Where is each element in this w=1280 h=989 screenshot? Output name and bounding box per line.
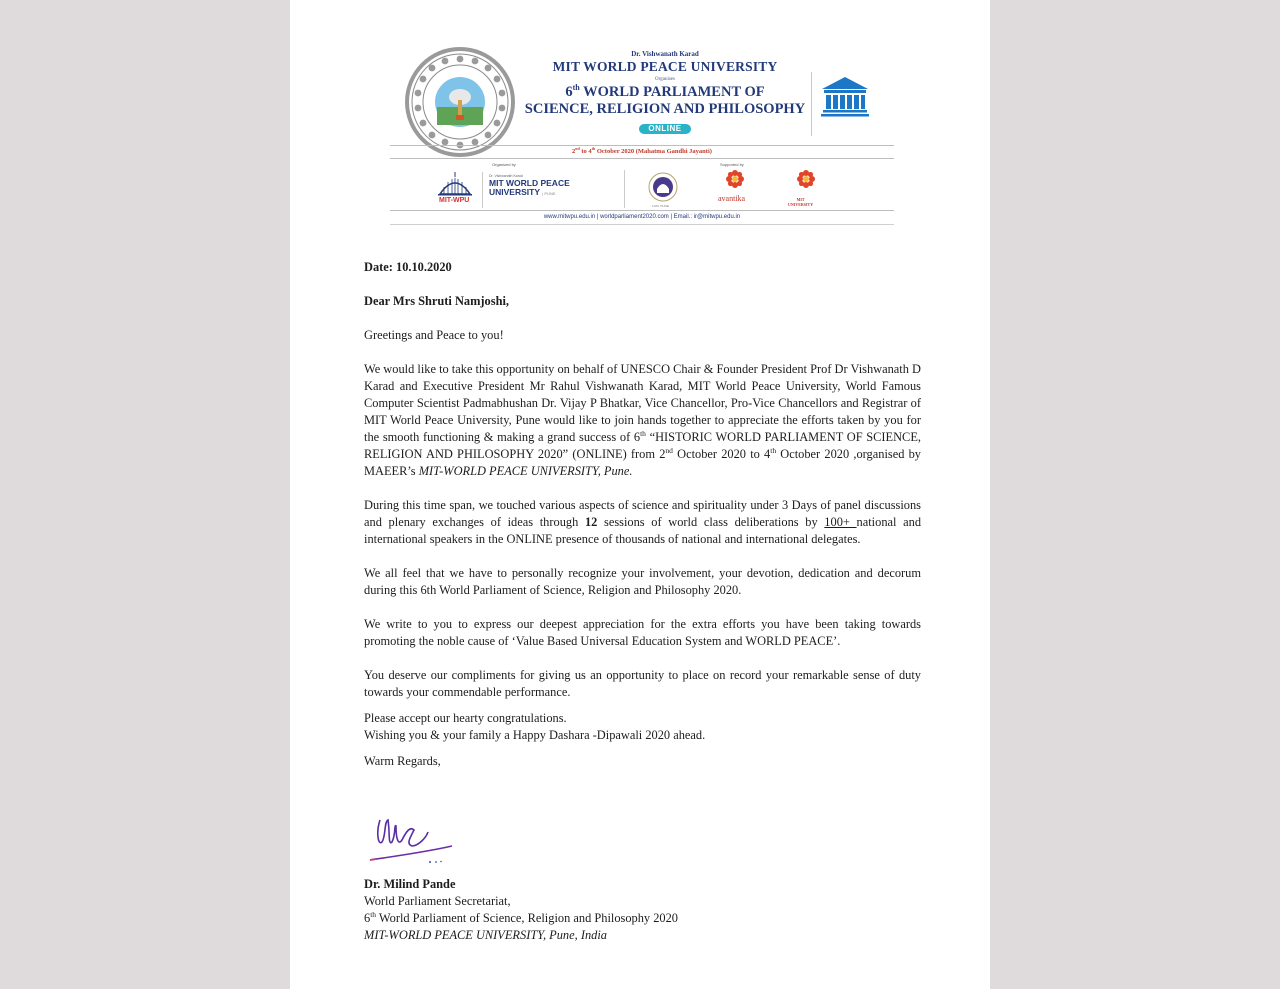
paragraph-appreciation: [364, 361, 921, 480]
p1-sup-a: th: [640, 428, 646, 438]
signatory-role: World Parliament Secretariat,: [364, 894, 511, 908]
divider: [390, 158, 894, 159]
supporter-2-name: [718, 194, 745, 203]
sessions-count: 12: [584, 515, 598, 529]
divider: [811, 72, 812, 136]
speakers-count: 100+: [824, 515, 857, 529]
mitwpu-line1: MIT WORLD PEACE: [489, 178, 570, 188]
divider: [390, 210, 894, 211]
start-day: 2: [572, 148, 576, 155]
p2-text-a: During this time span, we touched various aspects of science and spirituality under 3 Days of panel discussions and plenary exchanges of ideas through: [364, 498, 921, 529]
mitwpu-line2-text: UNIVERSITY: [489, 187, 540, 197]
greeting: Greetings and Peace to you!: [364, 328, 504, 342]
divider: [624, 170, 625, 208]
online-badge: ONLINE: [639, 124, 690, 134]
organized-by-label: Organized by: [492, 162, 516, 167]
mitwpu-patron: Dr. Vishwanath Karad: [489, 174, 523, 178]
p1-text-d: October 2020 ,organised by MAEER’s: [364, 447, 921, 478]
letter-date: Date: 10.10.2020: [364, 260, 452, 274]
university-name: MIT WORLD PEACE UNIVERSITY: [552, 59, 778, 74]
divider: [390, 224, 894, 225]
mit-university-flower-icon: [797, 170, 815, 188]
dates-rest: October 2020 (Mahatma Gandhi Jayanti): [595, 148, 712, 155]
signatory-event: [364, 910, 678, 927]
mitwpu-city: | PUNE: [542, 191, 556, 196]
supporter-3-name: [788, 197, 813, 207]
p1-institution: MIT-WORLD PEACE UNIVERSITY, Pune.: [418, 464, 633, 478]
dates-mid: to: [579, 148, 589, 155]
avantika-flower-icon: [726, 170, 744, 188]
mitwpu-wordmark: [489, 173, 570, 198]
divider: [482, 172, 483, 208]
supported-by-label: Supported by: [720, 162, 744, 167]
paragraph-recognition: We all feel that we have to personally recognize your involvement, your devotion, dedication and decorum during this 6th World Parliament of Science, Religion and Philosophy 2020.: [364, 566, 921, 597]
patron-name: Dr. Vishwanath Karad: [631, 50, 699, 58]
organises-label: Organises: [655, 77, 675, 82]
paragraph-compliments: You deserve our compliments for giving us an opportunity to place on record your remarkable sense of duty towards your commendable performance.: [364, 668, 921, 699]
event-title-line2: SCIENCE, RELIGION AND PHILOSOPHY: [524, 101, 806, 117]
signatory-event-text: World Parliament of Science, Religion and Philosophy 2020: [376, 911, 679, 925]
congratulations-line: Please accept our hearty congratulations.: [364, 711, 567, 725]
signatory-event-ordinal: 6: [364, 911, 371, 925]
event-ordinal-suffix: th: [572, 83, 580, 93]
letter-body: [364, 259, 921, 770]
supporter-3-name-text: MIT: [796, 197, 805, 202]
p1-sup-c: th: [770, 445, 777, 455]
closing: Warm Regards,: [364, 754, 441, 768]
event-dates: [390, 147, 894, 157]
event-line1-text: WORLD PARLIAMENT OF: [579, 84, 765, 100]
supporter-1-caption: LOKI, PUNE: [652, 204, 669, 208]
end-day: 4: [588, 148, 592, 155]
mitwpu-short-name: MIT-WPU: [439, 197, 470, 204]
mitwpu-dome-logo-icon: [434, 170, 476, 210]
divider: [390, 145, 894, 146]
letter-page: [290, 0, 990, 989]
university-seal-icon: [648, 172, 678, 202]
signatory-block: [364, 876, 678, 944]
p2-text-c: national and international speakers in the ONLINE presence of thousands of national and international delegates.: [364, 515, 922, 546]
event-title-line1: [510, 84, 820, 101]
p1-text-b: “HISTORIC WORLD PARLIAMENT OF SCIENCE, RELIGION AND PHILOSOPHY 2020” (ONLINE) from 2: [364, 430, 921, 461]
paragraph-gratitude: We write to you to express our deepest appreciation for the extra efforts you have been taking towards promoting the noble cause of ‘Value Based Universal Education System and WORLD PEACE’.: [364, 617, 921, 648]
p1-text-a: We would like to take this opportunity on behalf of UNESCO Chair & Founder President Prof Dr Vishwanath D Karad and Executive President Mr Rahul Vishwanath Karad, MIT World Peace University, World Famous Computer Scientist Padmabhushan Dr. Vijay P Bhatkar, Vice Chancellor, Pro-Vice Chancellors and Registrar of MIT World Peace University, Pune would like to join hands together to appreciate the efforts taken by you for the smooth functioning & making a grand success of 6: [364, 362, 921, 444]
signatory-name: Dr. Milind Pande: [364, 877, 456, 891]
mitwpu-line2: [489, 188, 570, 198]
letterhead-title-block: [510, 50, 820, 136]
supporter-2-name-text: avantika: [718, 194, 746, 203]
paragraph-event-summary: [364, 497, 921, 548]
signature-icon: [366, 812, 458, 866]
p1-sup-b: nd: [665, 445, 673, 455]
signatory-institution: MIT-WORLD PEACE UNIVERSITY, Pune, India: [364, 928, 607, 942]
letterhead-contact-links: www.mitwpu.edu.in | worldparliament2020.com | Email.: ir@mitwpu.edu.in: [543, 214, 741, 220]
p1-text-c: October 2020 to 4: [672, 447, 771, 461]
end-suffix: th: [591, 145, 596, 151]
wishes-line: Wishing you & your family a Happy Dashara -Dipawali 2020 ahead.: [364, 728, 706, 742]
signatory-event-suffix: th: [370, 909, 377, 919]
event-ordinal: 6: [565, 84, 573, 100]
unesco-logo-icon: [820, 75, 870, 135]
start-suffix: nd: [575, 145, 580, 151]
p2-text-b: sessions of world class deliberations by: [597, 515, 825, 529]
supporter-3-sub: UNIVERSITY: [788, 202, 814, 207]
world-parliament-seal-icon: [403, 45, 517, 159]
letterhead: [390, 42, 894, 228]
salutation: Dear Mrs Shruti Namjoshi,: [364, 294, 510, 308]
